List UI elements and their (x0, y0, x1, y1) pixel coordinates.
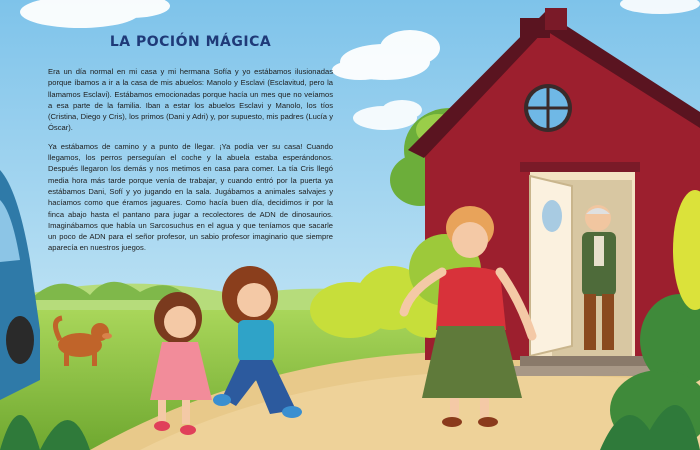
story-text (48, 34, 333, 261)
story-paragraph-1: Era un día normal en mi casa y mi hermana Sofía y yo estábamos ilusionadas porque íbamos a ir a la casa de mis abuelos: Manolo y Esclavi (Esclavitud, pero la llamamos Esclavi). Estábamos emocionadas porque hacía un mes que no veíamos a esa parte de la familia. Iban a estar los abuelos Esclavi y Manolo, los tíos (Cristina, Diego y Cris), los primos (Dani y Adri) y, por supuesto, mis padres (Lucía y Óscar). (48, 67, 333, 133)
story-paragraph-2: Ya estábamos de camino y a punto de llegar. ¡Ya podía ver su casa! Cuando llegamos, los perros perseguían el coche y la abuela estaba esperándonos. Después llegaron los demás y nos metimos en casa para comer. La tía Cris llegó media hora más tarde porque venía de trabajar, y cuando entró por la puerta ya estábamos Dani, Sofí y yo jugando en la sala. Jugábamos a animales salvajes y hacíamos como que éramos jaguares. Como hacía buen día, decidimos ir por la finca abajo hasta el pantano para jugar a recolectores de ADN de dinosaurios. Imaginábamos que había un Sarcosuchus en el agua y que teníamos que sacarle un poco de ADN para el señor profesor, un sabio profesor imaginario que siempre aparecía en nuestros juegos. (48, 141, 333, 253)
story-title: LA POCIÓN MÁGICA (109, 34, 272, 50)
